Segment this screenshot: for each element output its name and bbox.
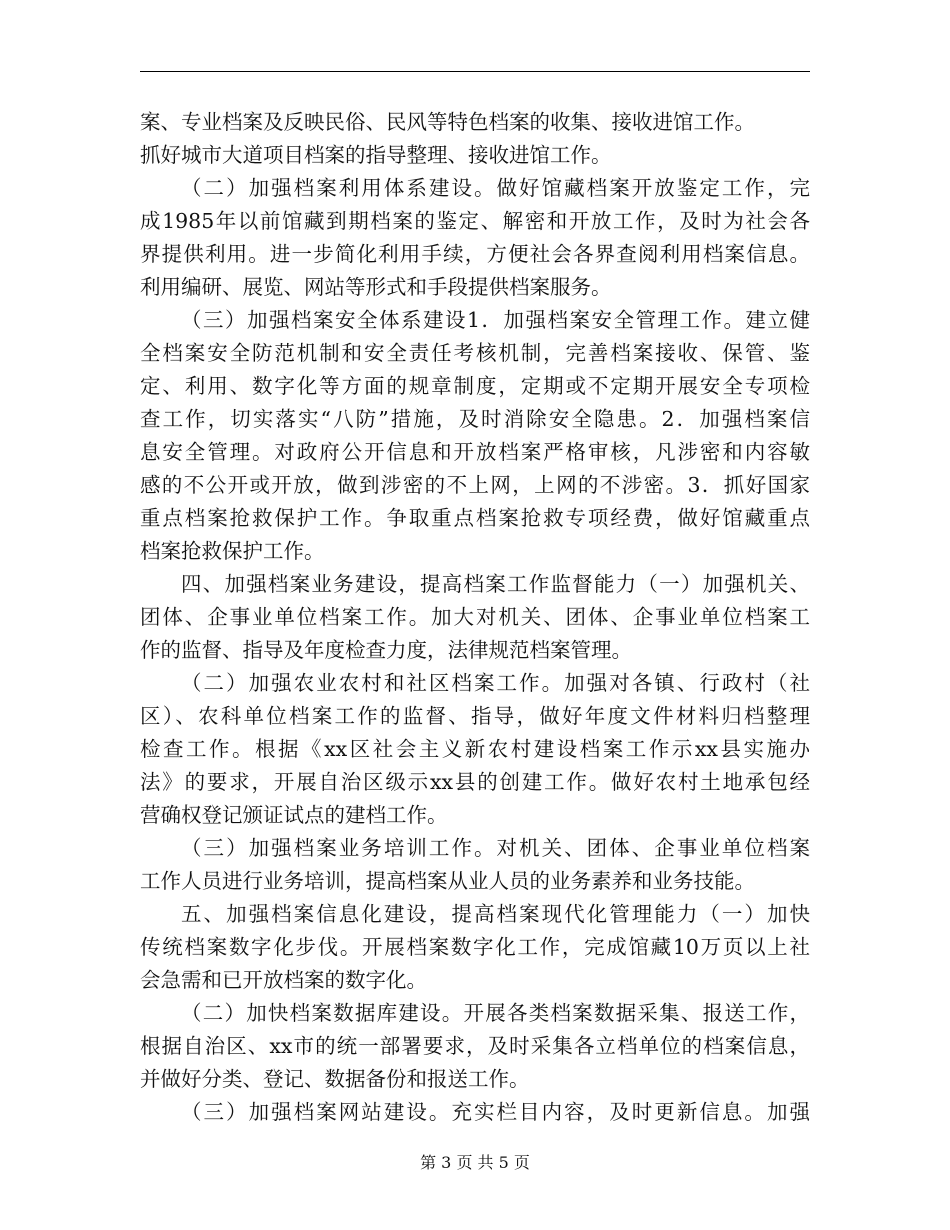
text-line: 定、利用、数字化等方面的规章制度，定期或不定期开展安全专项检 bbox=[140, 374, 810, 398]
text-line: 抓好城市大道项目档案的指导整理、接收进馆工作。 bbox=[140, 143, 612, 167]
text-line: 团体、企事业单位档案工作。加大对机关、团体、企事业单位档案工 bbox=[140, 605, 810, 629]
text-line: 档案抢救保护工作。 bbox=[140, 539, 325, 563]
text-line: 案、专业档案及反映民俗、民风等特色档案的收集、接收进馆工作。 bbox=[140, 110, 755, 134]
text-line: 界提供利用。进一步简化利用手续，方便社会各界查阅利用档案信息。 bbox=[140, 242, 810, 266]
text-line: 利用编研、展览、网站等形式和手段提供档案服务。 bbox=[140, 275, 612, 299]
page-number-footer: 第 3 页 共 5 页 bbox=[420, 1153, 530, 1172]
text-line: 工作人员进行业务培训，提高档案从业人员的业务素养和业务技能。 bbox=[140, 869, 755, 893]
text-line: 查工作，切实落实“八防”措施，及时消除安全隐患。2．加强档案信 bbox=[140, 407, 810, 431]
header-rule bbox=[140, 71, 810, 72]
text-line: 全档案安全防范机制和安全责任考核机制，完善档案接收、保管、鉴 bbox=[140, 341, 810, 365]
text-line: 息安全管理。对政府公开信息和开放档案严格审核，凡涉密和内容敏 bbox=[140, 440, 810, 464]
text-line: 检查工作。根据《xx区社会主义新农村建设档案工作示xx县实施办 bbox=[140, 737, 810, 761]
text-line: （三）加强档案安全体系建设1．加强档案安全管理工作。建立健 bbox=[181, 308, 810, 332]
text-line: 四、加强档案业务建设，提高档案工作监督能力（一）加强机关、 bbox=[181, 572, 810, 596]
text-line: （二）加强档案利用体系建设。做好馆藏档案开放鉴定工作，完 bbox=[181, 176, 810, 200]
text-line: 作的监督、指导及年度检查力度，法律规范档案管理。 bbox=[140, 638, 632, 662]
text-line: 感的不公开或开放，做到涉密的不上网，上网的不涉密。3．抓好国家 bbox=[140, 473, 810, 497]
text-line: 五、加强档案信息化建设，提高档案现代化管理能力（一）加快 bbox=[181, 902, 810, 926]
document-body bbox=[140, 106, 810, 1129]
text-line: 区）、农科单位档案工作的监督、指导，做好年度文件材料归档整理 bbox=[140, 704, 810, 728]
text-line: 法》的要求，开展自治区级示xx县的创建工作。做好农村土地承包经 bbox=[140, 770, 810, 794]
text-line: 根据自治区、xx市的统一部署要求，及时采集各立档单位的档案信息， bbox=[140, 1034, 810, 1058]
text-line: （二）加快档案数据库建设。开展各类档案数据采集、报送工作， bbox=[181, 1001, 810, 1025]
text-line: （三）加强档案业务培训工作。对机关、团体、企事业单位档案 bbox=[181, 836, 810, 860]
text-line: 成1985年以前馆藏到期档案的鉴定、解密和开放工作，及时为社会各 bbox=[140, 209, 810, 233]
text-line: 传统档案数字化步伐。开展档案数字化工作，完成馆藏10万页以上社 bbox=[140, 935, 810, 959]
text-line: 并做好分类、登记、数据备份和报送工作。 bbox=[140, 1067, 530, 1091]
text-line: 会急需和已开放档案的数字化。 bbox=[140, 968, 427, 992]
text-line: （二）加强农业农村和社区档案工作。加强对各镇、行政村（社 bbox=[181, 671, 810, 695]
text-line: 营确权登记颁证试点的建档工作。 bbox=[140, 803, 448, 827]
text-line: （三）加强档案网站建设。充实栏目内容，及时更新信息。加强 bbox=[181, 1100, 810, 1124]
text-line: 重点档案抢救保护工作。争取重点档案抢救专项经费，做好馆藏重点 bbox=[140, 506, 810, 530]
